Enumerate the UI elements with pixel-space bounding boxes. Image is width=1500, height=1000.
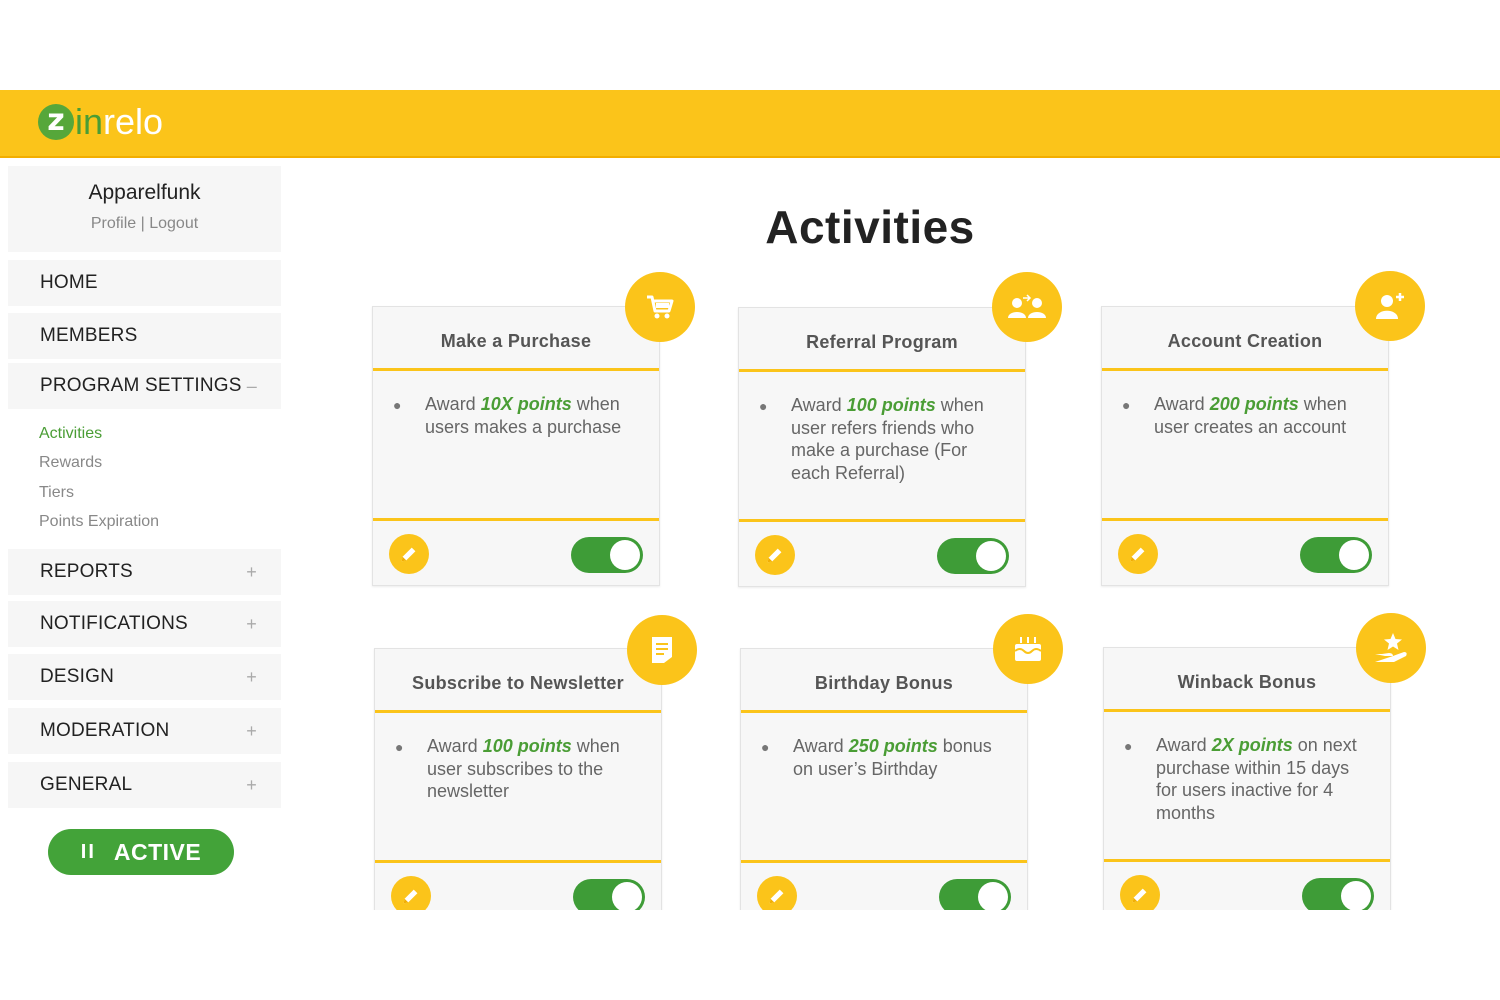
card-description [1102, 371, 1388, 521]
rule-text [425, 393, 639, 438]
submenu-item-activities[interactable]: Activities [39, 425, 103, 442]
expand-icon[interactable]: + [246, 561, 257, 582]
rule-points: 250 points [848, 736, 938, 756]
edit-pencil-icon[interactable] [1118, 534, 1158, 574]
rule-points: 100 points [846, 395, 936, 415]
rule-prefix: Award [793, 736, 849, 756]
logo-z-mark: z [38, 104, 74, 140]
rule-points: 2X points [1211, 735, 1293, 755]
shopping-cart-icon [625, 272, 695, 342]
card-footer [375, 863, 661, 910]
sidebar-item-label: HOME [40, 272, 98, 293]
card-title: Subscribe to Newsletter [375, 649, 661, 713]
edit-pencil-icon[interactable] [757, 876, 797, 910]
card-title: Winback Bonus [1104, 648, 1390, 712]
rule-text [791, 394, 1005, 484]
program-settings-submenu [39, 422, 159, 539]
logo-text-relo: relo [103, 101, 164, 142]
toggle-knob [978, 882, 1008, 910]
card-title: Referral Program [739, 308, 1025, 372]
activity-card-winback-bonus [1103, 647, 1391, 910]
card-description [373, 371, 659, 521]
activities-grid [300, 160, 1500, 910]
submenu-item-points-expiration[interactable]: Points Expiration [39, 512, 160, 530]
rule-points: 100 points [482, 736, 572, 756]
rule-text [1154, 393, 1368, 438]
bullet-icon: ● [761, 739, 770, 755]
sidebar-item-design[interactable] [8, 654, 281, 700]
card-footer [741, 863, 1027, 910]
status-label: ACTIVE [113, 838, 202, 865]
activity-toggle-switch[interactable] [1302, 878, 1374, 910]
rule-text [427, 735, 641, 803]
rule-suffix: when user subscribes to the newsletter [427, 736, 620, 801]
sidebar-item-label: NOTIFICATIONS [40, 613, 188, 634]
zinrelo-logo[interactable] [38, 100, 163, 144]
activity-toggle-switch[interactable] [937, 538, 1009, 574]
referral-people-icon [992, 272, 1062, 342]
activity-card-subscribe-to-newsletter [374, 648, 662, 910]
activity-toggle-switch[interactable] [573, 879, 645, 910]
profile-link[interactable]: Profile [90, 215, 137, 232]
collapse-icon[interactable]: – [246, 375, 257, 396]
rule-suffix: when user refers friends who make a purchase (For each Referral) [791, 395, 984, 483]
edit-pencil-icon[interactable] [1120, 875, 1160, 910]
top-header-bar [0, 90, 1500, 158]
bullet-icon: ● [759, 398, 768, 414]
activity-card-birthday-bonus [740, 648, 1028, 910]
rule-points: 200 points [1209, 394, 1299, 414]
program-status-button[interactable] [48, 829, 234, 875]
toggle-knob [976, 541, 1006, 571]
rule-suffix: bonus on user’s Birthday [793, 736, 992, 779]
sidebar-item-moderation[interactable] [8, 708, 281, 754]
card-title: Birthday Bonus [741, 649, 1027, 713]
card-footer [373, 521, 659, 585]
rule-prefix: Award [427, 736, 483, 756]
card-footer [1104, 862, 1390, 910]
add-user-icon [1355, 271, 1425, 341]
expand-icon[interactable]: + [246, 720, 257, 741]
birthday-cake-icon [993, 614, 1063, 684]
rule-prefix: Award [1156, 735, 1212, 755]
logout-link[interactable]: Logout [149, 215, 199, 232]
rule-prefix: Award [1154, 394, 1210, 414]
sidebar-item-members[interactable] [8, 313, 281, 359]
sidebar-item-label: REPORTS [40, 561, 133, 582]
toggle-knob [1341, 881, 1371, 910]
edit-pencil-icon[interactable] [389, 534, 429, 574]
page-title: Activities [765, 201, 975, 253]
bullet-icon: ● [1124, 738, 1133, 754]
bullet-icon: ● [393, 397, 402, 413]
activity-card-make-a-purchase [372, 306, 660, 586]
activity-card-referral-program [738, 307, 1026, 587]
star-hand-icon [1356, 613, 1426, 683]
card-title: Make a Purchase [373, 307, 659, 371]
rule-suffix: on next purchase within 15 days for users inactive for 4 months [1156, 735, 1357, 823]
sidebar-item-label: MODERATION [40, 720, 170, 741]
toggle-knob [1339, 540, 1369, 570]
sidebar-item-general[interactable] [8, 762, 281, 808]
submenu-item-tiers[interactable]: Tiers [39, 483, 74, 501]
sidebar-item-label: MEMBERS [40, 325, 138, 346]
sidebar-item-home[interactable] [8, 260, 281, 306]
logo-text-in: in [75, 101, 104, 142]
rule-prefix: Award [425, 394, 481, 414]
edit-pencil-icon[interactable] [391, 876, 431, 910]
activity-toggle-switch[interactable] [1300, 537, 1372, 573]
newsletter-icon [627, 615, 697, 685]
card-footer [739, 522, 1025, 586]
expand-icon[interactable]: + [246, 774, 257, 795]
activity-toggle-switch[interactable] [571, 537, 643, 573]
card-description [375, 713, 661, 863]
bullet-icon: ● [395, 739, 404, 755]
sidebar-item-notifications[interactable] [8, 601, 281, 647]
sidebar-item-reports[interactable] [8, 549, 281, 595]
sidebar-item-program-settings[interactable] [8, 363, 281, 409]
edit-pencil-icon[interactable] [755, 535, 795, 575]
sidebar-item-label: PROGRAM SETTINGS [40, 375, 242, 396]
sidebar-item-label: GENERAL [40, 774, 133, 795]
card-description [739, 372, 1025, 522]
card-title: Account Creation [1102, 307, 1388, 371]
sidebar-item-label: DESIGN [40, 666, 115, 687]
rule-text [1156, 734, 1370, 824]
activity-card-account-creation [1101, 306, 1389, 586]
card-footer [1102, 521, 1388, 585]
submenu-item-rewards[interactable]: Rewards [39, 454, 103, 472]
expand-icon[interactable]: + [246, 613, 257, 634]
rule-points: 10X points [480, 394, 572, 414]
profile-links [8, 215, 281, 233]
account-profile-panel [8, 166, 281, 252]
card-description [1104, 712, 1390, 862]
activity-toggle-switch[interactable] [939, 879, 1011, 910]
bullet-icon: ● [1122, 397, 1131, 413]
rule-suffix: when users makes a purchase [425, 394, 622, 437]
expand-icon[interactable]: + [246, 666, 257, 687]
pause-icon: II [80, 840, 96, 863]
account-name: Apparelfunk [88, 181, 201, 204]
link-separator: | [140, 215, 145, 232]
rule-text [793, 735, 1007, 780]
card-description [741, 713, 1027, 863]
toggle-knob [612, 882, 642, 910]
toggle-knob [610, 540, 640, 570]
rule-prefix: Award [791, 395, 847, 415]
rule-suffix: when user creates an account [1154, 394, 1347, 437]
